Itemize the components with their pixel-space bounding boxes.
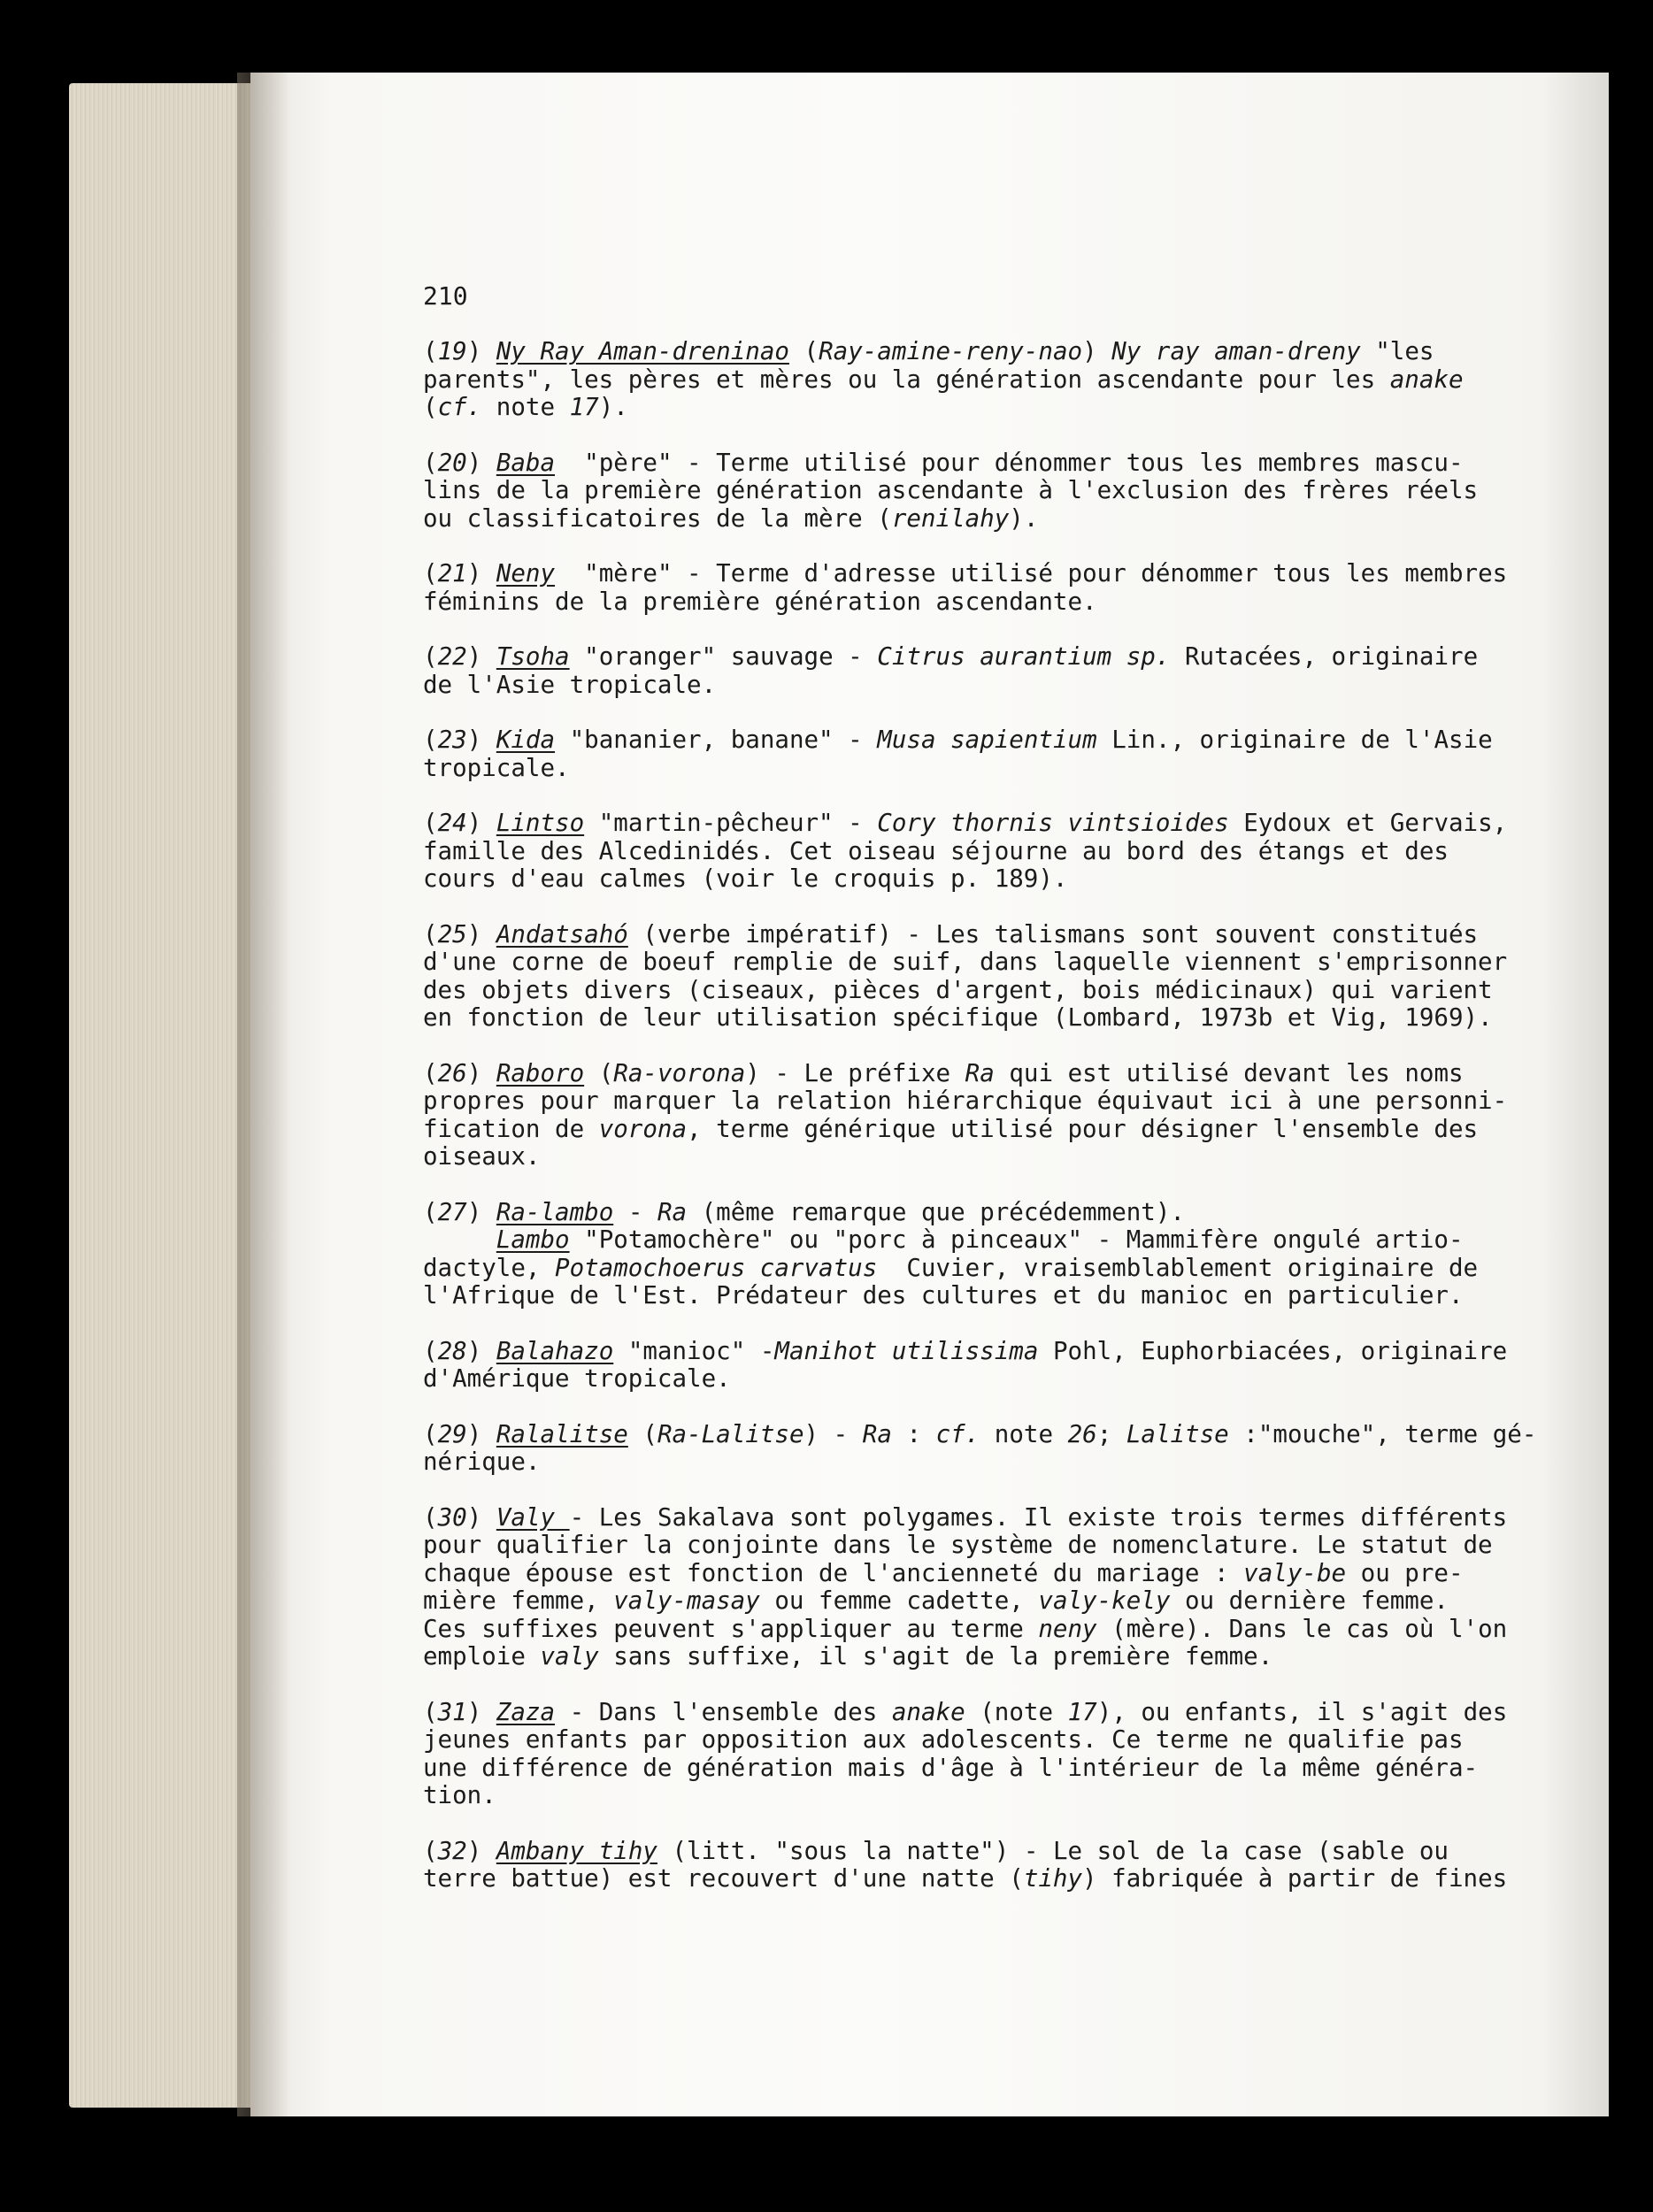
footnote-line [423, 755, 1485, 783]
text-run: cf. [437, 393, 482, 421]
text-run: l'Afrique de l'Est. Prédateur des cultures et du manioc en particulier. [423, 1281, 1464, 1310]
footnote [423, 809, 1508, 894]
footnote [423, 1336, 1508, 1394]
text-run: ou dernière femme. [1170, 1586, 1449, 1615]
footnote-line [423, 477, 1485, 505]
text-run: valy-be [1243, 1558, 1347, 1587]
footnote [423, 559, 1508, 616]
text-run: d'une corne de boeuf remplie de suif, dans laquelle viennent s'emprisonner [423, 948, 1508, 976]
text-run: ) [466, 559, 496, 588]
text-run: d'Amérique tropicale. [423, 1364, 731, 1393]
text-run: ( [423, 337, 438, 365]
term: Raboro [496, 1058, 585, 1087]
footnote-line [423, 1255, 1485, 1283]
text-run: anake [891, 1697, 965, 1726]
text-run: 26 [437, 1058, 467, 1087]
text-run: ( [423, 809, 438, 837]
footnote-line [423, 1697, 1508, 1727]
text-run: 28 [437, 1336, 467, 1365]
text-run: "martin-pêcheur" - [584, 809, 878, 837]
text-run: 32 [437, 1836, 467, 1865]
text-run: ( [423, 919, 438, 949]
text-run: qui est utilisé devant les noms [994, 1058, 1464, 1087]
text-run: 20 [437, 448, 467, 477]
text-run: ( [423, 448, 438, 477]
footnote [423, 1058, 1508, 1171]
footnote-line [423, 449, 1485, 478]
footnote [423, 338, 1485, 422]
term: Ambany tihy [496, 1836, 657, 1865]
text-run: ( [423, 1836, 438, 1865]
text-run: "les [1360, 337, 1434, 365]
footnote-line [423, 1726, 1485, 1755]
text-run: une différence de génération mais d'âge à l'intérieur de la même généra- [423, 1753, 1479, 1782]
text-run: ( [627, 1419, 657, 1448]
text-run: (note [965, 1697, 1068, 1726]
footnote [423, 1697, 1508, 1810]
text-run: Potamochoerus carvatus [555, 1253, 878, 1282]
page-number: 210 [423, 281, 468, 311]
footnote-line [423, 394, 1485, 422]
text-run: ( [423, 559, 438, 588]
text-run: ) [466, 726, 496, 754]
text-run: ( [423, 1197, 438, 1226]
text-run: tropicale. [423, 753, 570, 782]
text-run: féminins de la première génération ascendante. [423, 587, 1097, 616]
text-run: (verbe impératif) - Les talismans sont souvent constitués [627, 919, 1479, 949]
text-run: Ra-Lalitse [657, 1419, 804, 1448]
footnote-line [423, 1531, 1493, 1560]
text-run: ) [466, 1836, 496, 1865]
footnote-line [423, 1087, 1508, 1116]
text-run: valy-masay [613, 1586, 760, 1615]
text-run: Ra-vorona [613, 1058, 746, 1087]
text-run: ; [1096, 1419, 1126, 1448]
text-run: 30 [437, 1502, 467, 1532]
text-run: nérique. [423, 1448, 541, 1476]
text-run: ( [423, 642, 438, 671]
text-run: neny [1038, 1614, 1097, 1643]
footnote-line [423, 588, 1485, 617]
footnote [423, 726, 1493, 782]
text-run: "père" - Terme utilisé pour dénommer tous les membres mascu- [555, 448, 1464, 477]
text-run: ) [466, 1336, 496, 1365]
footnote-line [423, 1614, 1508, 1644]
text-run: (mère). Dans le cas où l'on [1096, 1614, 1508, 1643]
text-run: ( [423, 1697, 438, 1726]
footnote-line [423, 975, 1493, 1005]
footnote-line [423, 1502, 1508, 1532]
text-run: anake [1389, 365, 1464, 394]
text-run: ) - [803, 1419, 863, 1448]
text-run: Cory thornis vintsioides [877, 809, 1229, 837]
text-run: ( [584, 1058, 614, 1087]
text-run: 21 [437, 559, 467, 588]
footnote [423, 1502, 1508, 1671]
footnote-line [423, 505, 1485, 534]
text-run: ) [466, 809, 496, 837]
footnote-line [423, 865, 1485, 894]
text-run: ) [1082, 337, 1112, 365]
text-run: "Potamochère" ou "porc à pinceaux" - Mammifère ongulé artio- [569, 1225, 1464, 1254]
term: Lintso [496, 809, 585, 837]
text-run: Musa sapientium [877, 726, 1097, 754]
footnote-line [423, 559, 1508, 588]
text-run: ) [466, 337, 496, 365]
text-run [423, 1225, 496, 1254]
text-run: Manihot utilissima [774, 1336, 1039, 1365]
term: Balahazo [496, 1336, 614, 1365]
text-run: ou classificatoires de la mère ( [423, 503, 892, 533]
term: Ralalitse [496, 1419, 628, 1448]
text-run: Citrus aurantium sp. [877, 642, 1171, 671]
text-run: "oranger" sauvage - [569, 642, 878, 671]
text-run: ou femme cadette, [759, 1586, 1039, 1615]
term: Ny Ray Aman-dreninao [496, 337, 789, 365]
footnote-line [423, 948, 1508, 977]
footnote-line [423, 809, 1508, 838]
term: Tsoha [496, 642, 570, 671]
text-run: fication de [423, 1114, 599, 1143]
footnote-line [423, 1199, 1485, 1227]
text-run: ), ou enfants, il s'agit des [1096, 1697, 1508, 1726]
text-run: ) fabriquée à partir de fines [1082, 1864, 1508, 1893]
footnote-line [423, 1448, 1485, 1477]
text-run: emploie [423, 1642, 541, 1671]
text-run: ou pre- [1346, 1558, 1464, 1587]
footnote-line [423, 672, 1485, 700]
text-run: propres pour marquer la relation hiérarchique équivaut ici à une personni- [423, 1087, 1508, 1115]
footnote-line [423, 1782, 1485, 1810]
text-run: ( [423, 1336, 438, 1365]
text-run: ) [466, 1697, 496, 1726]
footnote-line [423, 838, 1485, 866]
footnote-line [423, 1587, 1485, 1616]
footnote-line [423, 1060, 1485, 1088]
text-run: cours d'eau calmes (voir le croquis p. 189). [423, 864, 1068, 893]
text-run: Pohl, Euphorbiacées, originaire [1038, 1336, 1508, 1365]
text-run: ( [423, 726, 438, 754]
footnotes [423, 337, 1537, 1921]
text-run: renilahy [891, 503, 1010, 533]
text-run: valy [540, 1642, 599, 1671]
footnote-line [423, 1116, 1485, 1144]
text-run: ( [423, 393, 438, 421]
term: Zaza [496, 1697, 556, 1726]
text-run: 26 [1067, 1419, 1097, 1448]
text-run: "mère" - Terme d'adresse utilisé pour dénommer tous les membres [555, 559, 1508, 588]
text-run: famille des Alcedinidés. Cet oiseau séjourne au bord des étangs et des [423, 836, 1449, 865]
footnote-line [423, 338, 1485, 366]
text-run: ) [466, 1419, 496, 1448]
text-run: ) [466, 642, 496, 671]
footnote-line [423, 1282, 1485, 1310]
text-run: ) [466, 1502, 496, 1532]
footnote-line [423, 1643, 1485, 1671]
text-run: Ra [862, 1419, 892, 1448]
text-run: dactyle, [423, 1253, 556, 1282]
text-run: Lalitse [1126, 1419, 1229, 1448]
text-run: Ra [965, 1058, 995, 1087]
footnote-line [423, 643, 1485, 672]
text-run: "manioc" - [613, 1336, 775, 1365]
term: Kida [496, 726, 556, 754]
text-run: "bananier, banane" - [555, 726, 878, 754]
footnote-line [423, 1143, 1485, 1171]
text-run: ( [423, 1058, 438, 1087]
page-edges [69, 83, 255, 2108]
text-run: ) [466, 448, 496, 477]
text-run: 17 [569, 393, 599, 421]
text-run: - Dans l'ensemble des [555, 1697, 892, 1726]
text-run: 27 [437, 1197, 467, 1226]
footnote-line [423, 726, 1493, 755]
text-run: chaque épouse est fonction de l'ancienneté du mariage : [423, 1558, 1244, 1587]
text-run: 17 [1067, 1697, 1097, 1726]
footnote [423, 919, 1508, 1033]
footnote-line [423, 1864, 1508, 1893]
text-run: pour qualifier la conjointe dans le système de nomenclature. Le statut de [423, 1531, 1493, 1559]
text-run: Cuvier, vraisemblablement originaire de [877, 1253, 1479, 1282]
text-run: ( [423, 1419, 438, 1448]
text-run: lins de la première génération ascendante à l'exclusion des frères réels [423, 476, 1479, 504]
text-run: cf. [935, 1419, 980, 1448]
text-run: (litt. "sous la natte") - Le sol de la case (sable ou [657, 1836, 1449, 1865]
text-run: en fonction de leur utilisation spécifique (Lombard, 1973b et Vig, 1969). [423, 1003, 1493, 1032]
text-run: jeunes enfants par opposition aux adolescents. Ce terme ne qualifie pas [423, 1725, 1464, 1754]
text-run: ( [423, 1502, 438, 1532]
text-run: tion. [423, 1781, 496, 1809]
text-run: 29 [437, 1419, 467, 1448]
footnote-line [423, 1838, 1485, 1866]
text-run: - [613, 1197, 657, 1226]
text-run: Ray-amine-reny-nao [819, 337, 1083, 365]
text-run: 22 [437, 642, 467, 671]
text-run: mière femme, [423, 1586, 614, 1615]
text-run: ) [466, 919, 496, 949]
footnote-line [423, 366, 1485, 395]
term: Baba [496, 448, 556, 477]
footnote [423, 1836, 1508, 1893]
footnote [423, 449, 1485, 534]
text-run: Lin., originaire de l'Asie [1096, 726, 1493, 754]
text-run: - Les Sakalava sont polygames. Il existe trois termes différents [569, 1502, 1508, 1532]
text-run: ) - Le préfixe [745, 1058, 965, 1087]
text-run: tihy [1023, 1864, 1083, 1893]
term: Valy [496, 1502, 570, 1532]
footnote-line [423, 1419, 1537, 1449]
text-run: Ra [657, 1197, 688, 1226]
text-run: : [891, 1419, 936, 1448]
text-run: Ny ray aman-dreny [1111, 337, 1361, 365]
text-run: sans suffixe, il s'agit de la première femme. [598, 1642, 1273, 1671]
text-run: 24 [437, 809, 467, 837]
term: Andatsahó [496, 919, 628, 949]
text-run: valy-kely [1038, 1586, 1171, 1615]
text-run: :"mouche", terme gé- [1228, 1419, 1537, 1448]
text-run: vorona [598, 1114, 688, 1143]
footnote-line [423, 1755, 1485, 1783]
term: Neny [496, 559, 556, 588]
footnote-line [423, 921, 1485, 949]
text-run: des objets divers (ciseaux, pièces d'argent, bois médicinaux) qui varient [423, 975, 1493, 1004]
footnote-line [423, 1365, 1485, 1394]
text-run: 19 [437, 337, 467, 365]
text-run: Rutacées, originaire [1170, 642, 1479, 671]
text-run: de l'Asie tropicale. [423, 670, 717, 699]
text-run: ) [466, 1197, 496, 1226]
text-run: Ces suffixes peuvent s'appliquer au terme [423, 1614, 1039, 1643]
text-run: parents", les pères et mères ou la génération ascendante pour les [423, 365, 1390, 394]
text-run: , terme générique utilisé pour désigner l'ensemble des [687, 1114, 1479, 1143]
text-run: ( [788, 337, 819, 365]
text-run: ). [598, 393, 628, 421]
text-run: note [980, 1419, 1068, 1448]
text-run: 23 [437, 726, 467, 754]
gutter-shadow [237, 73, 290, 2116]
footnote-line [423, 1336, 1508, 1366]
text-run: (même remarque que précédemment). [687, 1197, 1185, 1226]
text-run: oiseaux. [423, 1142, 541, 1171]
footnote-line [423, 1560, 1485, 1588]
text-run: ). [1009, 503, 1039, 533]
text-run: 31 [437, 1697, 467, 1726]
text-run: 25 [437, 919, 467, 949]
footnote-line [423, 1003, 1493, 1033]
term: Lambo [496, 1225, 570, 1254]
text-run: ) [466, 1058, 496, 1087]
text-run: note [481, 393, 570, 421]
footnote [423, 643, 1485, 699]
text-run: terre battue) est recouvert d'une natte ( [423, 1864, 1024, 1893]
text-run: Eydoux et Gervais, [1228, 809, 1508, 837]
footnote [423, 1199, 1485, 1310]
footnote [423, 1419, 1537, 1477]
term: Ra-lambo [496, 1197, 614, 1226]
footnote-line [423, 1226, 1485, 1255]
